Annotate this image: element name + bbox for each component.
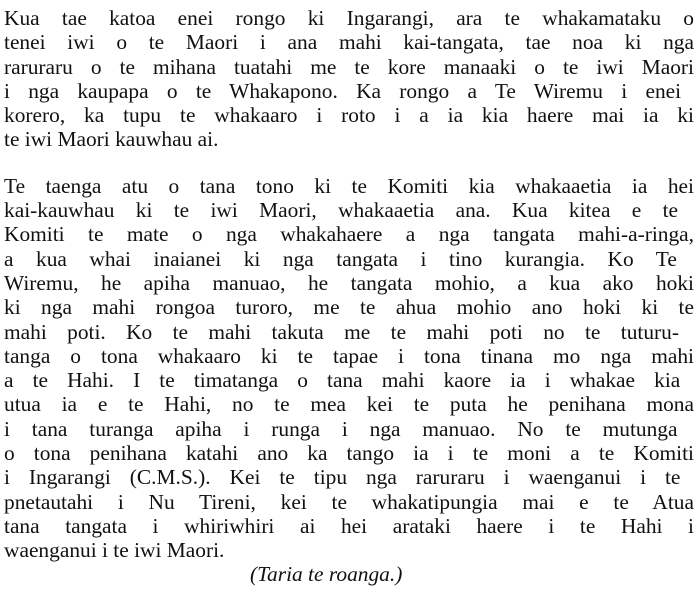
text-line: tenei iwi o te Maori i ana mahi kai-tangata, tae noa ki nga: [4, 30, 694, 55]
closing-note: (Taria te roanga.): [250, 562, 403, 586]
text-line: tana tangata i whiriwhiri ai hei arataki haere i te Hahi i: [4, 513, 694, 538]
text-line: Wiremu, he apiha manuao, he tangata mohio, a kua ako hoki: [4, 270, 694, 295]
text-line: tanga o tona whakaaro ki te tapae i tona tinana mo nga mahi: [4, 343, 694, 368]
text-line: a te Hahi. I te timatanga o tana mahi kaore ia i whakae kia: [4, 368, 681, 393]
text-line: i tana turanga apiha i runga i nga manuao. No te mutunga: [4, 416, 678, 441]
paragraph-2: [4, 174, 700, 563]
text-line: o tona penihana katahi ano ka tango ia i te moni a te Komiti: [4, 441, 694, 466]
text-line: Kua tae katoa enei rongo ki Ingarangi, ara te whakamataku o: [4, 6, 694, 30]
text-line: te iwi Maori kauwhau ai.: [4, 127, 219, 152]
paragraph-1: [4, 0, 700, 152]
text-line: mahi poti. Ko te mahi takuta me te mahi poti no te tuturu-: [4, 319, 679, 344]
text-line: korero, ka tupu te whakaaro i roto i a ia kia haere mai ia ki: [4, 103, 694, 128]
text-line: kai-kauwhau ki te iwi Maori, whakaaetia ana. Kua kitea e te: [4, 198, 679, 223]
text-line: i nga kaupapa o te Whakapono. Ka rongo a Te Wiremu i enei: [4, 78, 682, 103]
text-line: utua ia e te Hahi, no te mea kei te puta he penihana mona: [4, 392, 694, 417]
text-line: Te taenga atu o tana tono ki te Komiti kia whakaaetia ia hei: [4, 173, 694, 198]
text-line: a kua whai inaianei ki nga tangata i tino kurangia. Ko Te: [4, 246, 677, 271]
text-line: pnetautahi i Nu Tireni, kei te whakatipungia mai e te Atua: [4, 489, 694, 514]
text-line: waenganui i te iwi Maori.: [4, 538, 225, 563]
text-line: Komiti te mate o nga whakahaere a nga tangata mahi-a-ringa,: [4, 222, 694, 247]
text-line: raruraru o te mihana tuatahi me te kore manaaki o te iwi Maori: [4, 54, 694, 79]
text-line: ki nga mahi rongoa turoro, me te ahua mohio ano hoki ki te: [4, 295, 694, 320]
text-line: i Ingarangi (C.M.S.). Kei te tipu nga raruraru i waenganui i te: [4, 465, 681, 490]
